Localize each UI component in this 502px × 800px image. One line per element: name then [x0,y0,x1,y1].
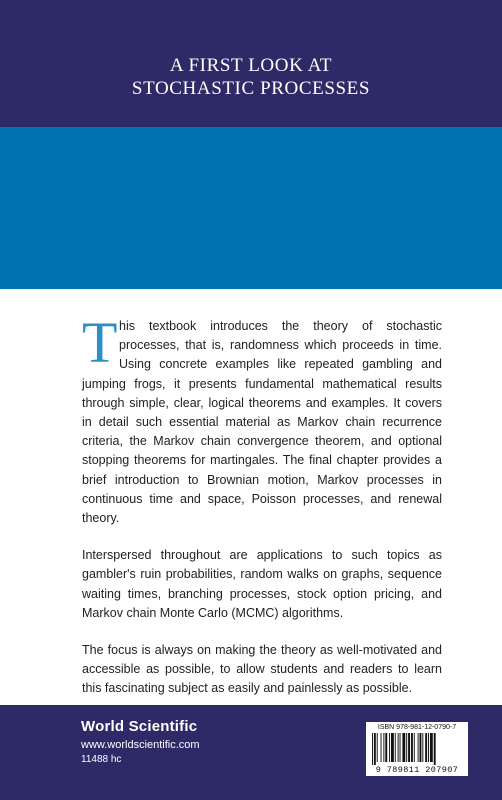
description-paragraph-1 [82,310,442,528]
isbn-barcode [366,722,468,776]
description-paragraph-2: Interspersed throughout are applications to such topics as gambler's ruin probabilities, random walks on graphs, sequence waiting times, branching processes, stock option pricing, and Markov chain Monte Carlo (MCMC) algorithms. [82,548,442,620]
product-code: 11488 hc [81,754,122,765]
publisher-website: www.worldscientific.com [81,739,200,751]
barcode-bar [428,733,429,762]
isbn-text: ISBN 978-981-12-0790-7 [377,724,457,731]
drop-cap: T [82,310,118,375]
barcode-bar [402,733,405,762]
barcode-bar [430,733,433,762]
barcode-bar [391,733,394,762]
barcode-bar [398,733,399,762]
barcode-digits: 9 789811 207907 [375,765,459,775]
barcode-bar [411,733,413,762]
publisher-name: World Scientific [81,718,198,735]
barcode-bar [377,733,378,762]
barcode-bar [383,733,384,762]
barcode-bar [385,733,387,762]
description-paragraph-3: The focus is always on making the theory as well-motivated and accessible as possible, to allow students and readers to learn this fascinating subject as easily and painlessly as possible. [82,643,442,696]
barcode-bar [414,733,415,762]
barcode-bar [420,733,422,762]
blue-color-band [0,127,502,289]
barcode-bar [406,733,407,762]
barcode-bar [418,733,419,762]
barcode-bar [381,733,382,762]
book-description [82,310,442,699]
barcode-bar [408,733,410,762]
title-line-2: STOCHASTIC PROCESSES [131,78,371,99]
barcode-bar [374,733,376,765]
barcode-bar [372,733,373,765]
barcode-bar [400,733,401,762]
barcode-bar [434,733,436,765]
title-line-1: A FIRST LOOK AT [169,55,333,76]
top-title-band [0,0,502,127]
barcode-bars [372,733,462,765]
description-paragraph-1-text: his textbook introduces the theory of stochastic processes, that is, randomness which proceeds in time. Using concrete examples like repeated gambling and jumping frogs, it presents fundamental mathematical results through simple, clear, logical theorems and examples. It covers in detail such essential material as Markov chain recurrence criteria, the Markov chain convergence theorem, and optional stopping theorems for martingales. The final chapter provides a brief introduction to Brownian motion, Markov processes in continuous time and space, Poisson processes, and renewal theory. [82,319,442,526]
book-title [0,54,502,100]
barcode-bar [389,733,390,762]
barcode-bar [425,733,427,762]
barcode-bar [395,733,396,762]
barcode-bar [422,733,423,762]
